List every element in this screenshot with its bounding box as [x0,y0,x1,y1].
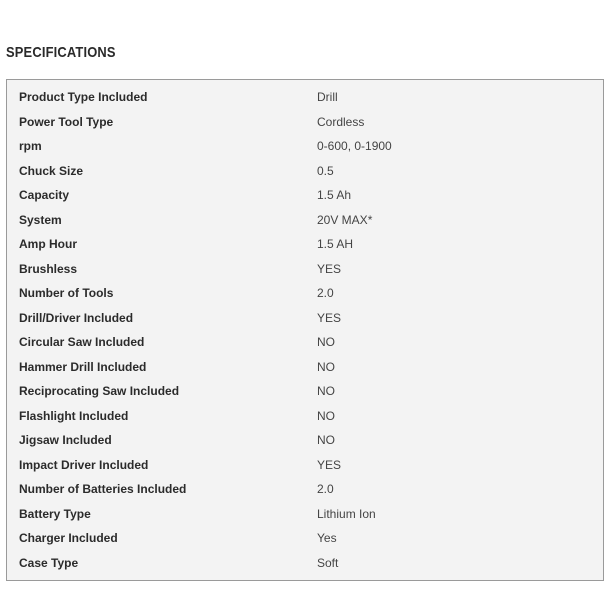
spec-row-circular-saw [19,330,392,355]
spec-value: 2.0 [317,482,334,497]
spec-value: NO [317,408,335,423]
spec-row-flashlight [19,404,392,429]
spec-value: 2.0 [317,286,334,301]
spec-row-capacity [19,183,392,208]
spec-row-charger [19,526,392,551]
spec-value: 0.5 [317,163,334,178]
spec-row-power-tool-type [19,110,392,135]
spec-row-amp-hour [19,232,392,257]
spec-label: Brushless [19,261,78,276]
spec-label: Flashlight Included [19,408,129,423]
spec-value: Lithium Ion [317,506,376,521]
spec-value: YES [317,457,342,472]
spec-value: YES [317,310,342,325]
spec-row-number-of-batteries [19,477,392,502]
spec-row-drill-driver [19,306,392,331]
spec-label: Power Tool Type [19,114,114,129]
spec-label: System [19,212,62,227]
spec-value: 0-600, 0-1900 [317,139,392,154]
spec-label: Number of Batteries Included [19,482,187,497]
spec-value: NO [317,359,335,374]
spec-label: Reciprocating Saw Included [19,384,180,399]
spec-label: Drill/Driver Included [19,310,134,325]
specifications-table [19,85,392,575]
spec-value: Drill [317,90,338,105]
spec-label: Amp Hour [19,237,77,252]
spec-label: Product Type Included [19,90,148,105]
spec-label: Battery Type [19,506,91,521]
spec-value: 1.5 Ah [317,188,352,203]
spec-value: Cordless [317,114,365,129]
specifications-panel [6,79,604,581]
spec-row-chuck-size [19,159,392,184]
spec-label: Charger Included [19,531,118,546]
spec-value: NO [317,335,335,350]
spec-label: Capacity [19,188,70,203]
spec-value: 1.5 AH [317,237,354,252]
spec-label: Circular Saw Included [19,335,145,350]
spec-row-hammer-drill [19,355,392,380]
spec-label: Number of Tools [19,286,114,301]
spec-label: rpm [19,139,42,154]
spec-row-reciprocating-saw [19,379,392,404]
spec-row-system [19,208,392,233]
spec-row-impact-driver [19,453,392,478]
spec-row-battery-type [19,502,392,527]
spec-value: Yes [317,531,337,546]
spec-row-product-type [19,85,392,110]
spec-label: Case Type [19,555,79,570]
spec-row-rpm [19,134,392,159]
spec-value: Soft [317,555,339,570]
spec-value: 20V MAX* [317,212,373,227]
spec-value: NO [317,384,335,399]
spec-value: NO [317,433,335,448]
spec-label: Chuck Size [19,163,84,178]
spec-label: Jigsaw Included [19,433,112,448]
spec-row-case-type [19,551,392,576]
spec-value: YES [317,261,342,276]
spec-row-number-of-tools [19,281,392,306]
spec-label: Hammer Drill Included [19,359,147,374]
spec-label: Impact Driver Included [19,457,149,472]
specifications-heading: SPECIFICATIONS [6,44,116,61]
spec-row-jigsaw [19,428,392,453]
spec-row-brushless [19,257,392,282]
